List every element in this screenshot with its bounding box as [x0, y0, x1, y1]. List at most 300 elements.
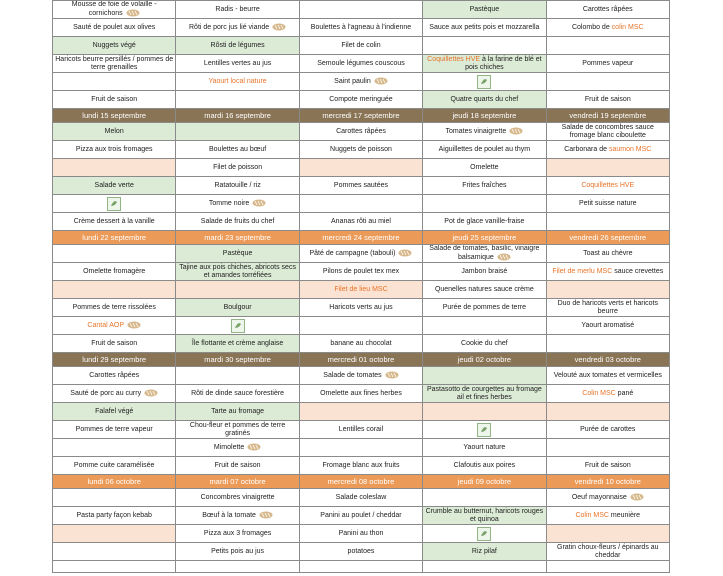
menu-cell [423, 299, 546, 317]
menu-cell [299, 141, 422, 159]
dish-text: Salade de tomates, basilic, vinaigre balsamique [429, 245, 540, 261]
dish-text: Pastèque [222, 249, 253, 257]
menu-cell [299, 421, 422, 439]
day-header: lundi 15 septembre [53, 109, 176, 123]
dish-text: Sauce aux petits pois et mozzarella [429, 23, 540, 31]
menu-cell [176, 561, 299, 573]
bread-icon [252, 199, 266, 207]
dish-text: Yaourt aromatisé [581, 321, 635, 329]
menu-row [53, 91, 670, 109]
bread-icon [509, 127, 523, 135]
dish-text: Boulettes à l'agneau à l'indienne [310, 23, 412, 31]
bread-icon [259, 511, 273, 519]
menu-row [53, 281, 670, 299]
menu-row [53, 177, 670, 195]
label-text: Coquillettes HVE [427, 55, 481, 63]
dish-text: Boulgour [223, 303, 252, 311]
menu-cell [423, 141, 546, 159]
dish-text: Riz pilaf [471, 547, 497, 555]
dish-text: Panini au poulet / cheddar [320, 511, 402, 519]
menu-row [53, 73, 670, 91]
menu-cell [299, 299, 422, 317]
menu-cell [53, 123, 176, 141]
menu-cell [423, 281, 546, 299]
organic-label-icon [107, 197, 121, 211]
day-header: mardi 23 septembre [176, 231, 299, 245]
day-header: mercredi 01 octobre [299, 353, 422, 367]
menu-cell [299, 507, 422, 525]
menu-cell [176, 457, 299, 475]
menu-row [53, 245, 670, 263]
menu-cell [423, 263, 546, 281]
dish-text: Rôsti de légumes [210, 41, 265, 49]
menu-cell [176, 123, 299, 141]
menu-cell [423, 159, 546, 177]
menu-cell [176, 335, 299, 353]
menu-cell [546, 317, 669, 335]
menu-cell [546, 385, 669, 403]
dish-text: Île flottante et crème anglaise [191, 339, 284, 347]
dish-text: Sauté de poulet aux olives [73, 23, 156, 31]
dish-text: Rôti de porc jus lié viande [189, 23, 270, 31]
menu-cell [546, 263, 669, 281]
dish-text: Quatre quarts du chef [450, 95, 519, 103]
dish-text: Carbonara de [564, 145, 609, 153]
menu-cell [299, 159, 422, 177]
organic-label-icon [231, 319, 245, 333]
menu-cell [423, 1, 546, 19]
menu-cell [546, 281, 669, 299]
day-header: vendredi 10 octobre [546, 475, 669, 489]
dish-text: Pâté de campagne (tabouli) [309, 249, 396, 257]
menu-cell [546, 489, 669, 507]
menu-cell [53, 195, 176, 213]
menu-cell [299, 19, 422, 37]
menu-cell [423, 457, 546, 475]
menu-cell [546, 457, 669, 475]
menu-cell [176, 19, 299, 37]
menu-cell [423, 55, 546, 73]
day-header: mardi 16 septembre [176, 109, 299, 123]
menu-row [53, 159, 670, 177]
dish-text: Salade coleslaw [335, 493, 387, 501]
week-header-row [53, 475, 670, 489]
menu-row [53, 507, 670, 525]
dish-text: Petit suisse nature [578, 199, 637, 207]
menu-row [53, 561, 670, 573]
menu-table [52, 0, 670, 573]
dish-text: Haricots verts au jus [329, 303, 393, 311]
menu-cell [53, 421, 176, 439]
menu-row [53, 141, 670, 159]
dish-text: Yaourt nature [463, 443, 506, 451]
dish-text: pané [615, 389, 634, 397]
dish-text: Purée de pommes de terre [442, 303, 526, 311]
dish-text: Carottes râpées [582, 5, 633, 13]
menu-cell [53, 403, 176, 421]
menu-row [53, 299, 670, 317]
dish-text: potatoes [347, 547, 375, 555]
menu-cell [546, 177, 669, 195]
dish-text: Gratin choux-fleurs / épinards au cheddar [557, 543, 659, 559]
menu-cell [53, 439, 176, 457]
dish-text: Lentilles corail [338, 425, 384, 433]
bread-icon [126, 9, 140, 17]
menu-cell [546, 159, 669, 177]
dish-text: Cookie du chef [461, 339, 508, 347]
dish-text: Pastasotto de courgettes au fromage ail et fines herbes [426, 385, 542, 401]
dish-text: Pasta party façon kebab [76, 511, 152, 519]
menu-row [53, 213, 670, 231]
dish-text: Sauté de porc au curry [70, 389, 142, 397]
menu-cell [423, 525, 546, 543]
menu-cell [423, 177, 546, 195]
menu-cell [423, 367, 546, 385]
bread-icon [385, 371, 399, 379]
menu-cell [299, 195, 422, 213]
day-header: vendredi 19 septembre [546, 109, 669, 123]
menu-cell [176, 195, 299, 213]
dish-text: Tajine aux pois chiches, abricots secs et amandes torréfiées [179, 263, 296, 279]
menu-cell [299, 489, 422, 507]
dish-text: Mousse de foie de volaille - cornichons [71, 1, 157, 17]
bread-icon [127, 321, 141, 329]
menu-cell [546, 1, 669, 19]
menu-cell [546, 507, 669, 525]
menu-cell [299, 245, 422, 263]
menu-cell [546, 525, 669, 543]
dish-text: Quenelles natures sauce crème [434, 285, 534, 293]
menu-cell [546, 439, 669, 457]
dish-text: Pot de glace vanille-fraise [444, 217, 525, 225]
menu-cell [299, 367, 422, 385]
dish-text: Radis - beurre [215, 5, 260, 13]
day-header: lundi 22 septembre [53, 231, 176, 245]
dish-text: Toast au chèvre [583, 249, 633, 257]
dish-text: Saint paulin [334, 77, 371, 85]
dish-text: Ratatouille / riz [214, 181, 261, 189]
dish-text: Pizza aux 3 fromages [203, 529, 272, 537]
menu-cell [176, 263, 299, 281]
dish-text: Filet de poisson [213, 163, 263, 171]
menu-cell [299, 263, 422, 281]
menu-cell [299, 73, 422, 91]
menu-cell [546, 245, 669, 263]
dish-text: banane au chocolat [330, 339, 392, 347]
menu-cell [546, 403, 669, 421]
organic-label-icon [477, 75, 491, 89]
menu-cell [53, 91, 176, 109]
dish-text: Omelette aux fines herbes [320, 389, 402, 397]
label-text: Filet de merlu MSC [552, 267, 613, 275]
menu-row [53, 1, 670, 19]
menu-row [53, 19, 670, 37]
dish-text: Tomme noire [208, 199, 250, 207]
day-header: mardi 30 septembre [176, 353, 299, 367]
menu-cell [176, 141, 299, 159]
menu-row [53, 37, 670, 55]
label-text: Yaourt local nature [208, 77, 267, 85]
dish-text: Fruit de saison [91, 339, 138, 347]
menu-cell [546, 195, 669, 213]
menu-cell [176, 421, 299, 439]
dish-text: Pommes sautées [333, 181, 389, 189]
dish-text: Falafel végé [95, 407, 134, 415]
menu-cell [299, 403, 422, 421]
dish-text: Crumble au butternut, haricots rouges et quinoa [425, 507, 544, 523]
menu-cell [299, 1, 422, 19]
dish-text: Fruit de saison [91, 95, 138, 103]
menu-cell [53, 159, 176, 177]
menu-cell [546, 141, 669, 159]
menu-cell [176, 159, 299, 177]
label-text: saumon MSC [608, 145, 652, 153]
menu-cell [53, 561, 176, 573]
dish-text: Concombres vinaigrette [200, 493, 275, 501]
menu-row [53, 317, 670, 335]
menu-cell [423, 489, 546, 507]
menu-cell [53, 543, 176, 561]
dish-text: Fruit de saison [584, 461, 631, 469]
dish-text: Mimolette [213, 443, 245, 451]
dish-text: Ananas rôti au miel [331, 217, 391, 225]
menu-row [53, 55, 670, 73]
menu-cell [423, 123, 546, 141]
menu-row [53, 489, 670, 507]
menu-cell [176, 55, 299, 73]
bread-icon [398, 249, 412, 257]
menu-cell [423, 421, 546, 439]
menu-cell [299, 317, 422, 335]
menu-cell [176, 91, 299, 109]
dish-text: Tarte au fromage [211, 407, 265, 415]
menu-cell [423, 19, 546, 37]
dish-text: Compote meringuée [329, 95, 393, 103]
menu-row [53, 543, 670, 561]
menu-cell [546, 123, 669, 141]
menu-cell [176, 385, 299, 403]
menu-cell [546, 335, 669, 353]
dish-text: Fruit de saison [584, 95, 631, 103]
day-header: lundi 06 octobre [53, 475, 176, 489]
dish-text: Pizza aux trois fromages [75, 145, 153, 153]
organic-label-icon [477, 423, 491, 437]
dish-text: Salade de fruits du chef [200, 217, 275, 225]
menu-row [53, 367, 670, 385]
label-text: Colin MSC [582, 389, 616, 397]
label-text: Colin MSC [575, 511, 609, 519]
menu-cell [176, 37, 299, 55]
menu-cell [53, 507, 176, 525]
menu-cell [53, 1, 176, 19]
dish-text: Tomates vinaigrette [445, 127, 507, 135]
organic-label-icon [477, 527, 491, 541]
menu-cell [423, 439, 546, 457]
menu-row [53, 385, 670, 403]
menu-cell [176, 317, 299, 335]
dish-text: Pommes vapeur [582, 59, 634, 67]
menu-cell [53, 367, 176, 385]
menu-cell [176, 299, 299, 317]
dish-text: meunière [608, 511, 641, 519]
menu-cell [53, 177, 176, 195]
menu-row [53, 335, 670, 353]
menu-row [53, 457, 670, 475]
label-text: Coquillettes HVE [581, 181, 635, 189]
menu-cell [423, 91, 546, 109]
day-header: lundi 29 septembre [53, 353, 176, 367]
bread-icon [374, 77, 388, 85]
menu-cell [53, 385, 176, 403]
menu-cell [53, 263, 176, 281]
menu-cell [176, 177, 299, 195]
menu-cell [423, 385, 546, 403]
dish-text: Nuggets végé [92, 41, 136, 49]
bread-icon [272, 23, 286, 31]
menu-cell [299, 91, 422, 109]
dish-text: Pilons de poulet tex mex [322, 267, 400, 275]
menu-cell [299, 281, 422, 299]
day-header: vendredi 03 octobre [546, 353, 669, 367]
dish-text: Carottes râpées [89, 371, 140, 379]
dish-text: Bœuf à la tomate [202, 511, 256, 519]
dish-text: Fruit de saison [214, 461, 261, 469]
dish-text: Rôti de dinde sauce forestière [191, 389, 285, 397]
label-text: colin MSC [611, 23, 644, 31]
menu-cell [53, 73, 176, 91]
menu-cell [176, 525, 299, 543]
bread-icon [497, 253, 511, 261]
dish-text: Carottes râpées [336, 127, 386, 135]
menu-cell [53, 141, 176, 159]
menu-cell [423, 213, 546, 231]
menu-cell [423, 73, 546, 91]
menu-cell [423, 317, 546, 335]
day-header: mercredi 17 septembre [299, 109, 422, 123]
menu-cell [176, 403, 299, 421]
menu-cell [176, 245, 299, 263]
dish-text: Salade verte [94, 181, 134, 189]
menu-cell [546, 73, 669, 91]
menu-cell [299, 55, 422, 73]
dish-text: Colombo de [571, 23, 612, 31]
menu-cell [299, 457, 422, 475]
menu-cell [299, 213, 422, 231]
menu-cell [53, 299, 176, 317]
menu-cell [53, 213, 176, 231]
menu-cell [176, 543, 299, 561]
menu-cell [176, 489, 299, 507]
menu-cell [299, 439, 422, 457]
menu-cell [423, 403, 546, 421]
bread-icon [630, 493, 644, 501]
menu-cell [176, 439, 299, 457]
dish-text: Boulettes au bœuf [208, 145, 267, 153]
menu-cell [176, 1, 299, 19]
dish-text: Salade de concombres sauce fromage blanc ciboulette [561, 123, 654, 139]
menu-cell [546, 561, 669, 573]
dish-text: Jambon braisé [461, 267, 508, 275]
dish-text: Duo de haricots verts et haricots beurre [557, 299, 658, 315]
menu-cell [546, 543, 669, 561]
menu-cell [176, 281, 299, 299]
menu-cell [546, 421, 669, 439]
menu-cell [299, 385, 422, 403]
dish-text: Petits pois au jus [211, 547, 265, 555]
dish-text: Salade de tomates [323, 371, 382, 379]
menu-cell [176, 213, 299, 231]
dish-text: Frites fraîches [462, 181, 507, 189]
menu-cell [546, 91, 669, 109]
menu-cell [423, 507, 546, 525]
menu-cell [299, 335, 422, 353]
menu-cell [53, 19, 176, 37]
menu-cell [423, 543, 546, 561]
menu-cell [299, 177, 422, 195]
menu-cell [546, 19, 669, 37]
menu-cell [423, 561, 546, 573]
week-header-row [53, 231, 670, 245]
day-header: jeudi 09 octobre [423, 475, 546, 489]
menu-cell [423, 195, 546, 213]
dish-text: Melon [104, 127, 124, 135]
dish-text: Lentilles vertes au jus [203, 59, 272, 67]
day-header: jeudi 25 septembre [423, 231, 546, 245]
bread-icon [247, 443, 261, 451]
dish-text: Nuggets de poisson [330, 145, 392, 153]
dish-text: Fromage blanc aux fruits [322, 461, 400, 469]
day-header: mercredi 08 octobre [299, 475, 422, 489]
menu-row [53, 123, 670, 141]
menu-cell [299, 561, 422, 573]
menu-row [53, 195, 670, 213]
dish-text: Purée de carottes [580, 425, 636, 433]
menu-cell [546, 213, 669, 231]
menu-cell [423, 335, 546, 353]
dish-text: Pommes de terre rissolées [72, 303, 156, 311]
dish-text: Crème dessert à la vanille [73, 217, 155, 225]
menu-cell [299, 37, 422, 55]
bread-icon [144, 389, 158, 397]
dish-text: Oeuf mayonnaise [571, 493, 627, 501]
menu-cell [423, 245, 546, 263]
menu-cell [423, 37, 546, 55]
menu-cell [546, 367, 669, 385]
menu-cell [53, 457, 176, 475]
menu-row [53, 421, 670, 439]
day-header: jeudi 02 octobre [423, 353, 546, 367]
menu-cell [53, 525, 176, 543]
week-header-row [53, 353, 670, 367]
dish-text: à la farine de blé et pois chiches [465, 55, 542, 71]
day-header: mercredi 24 septembre [299, 231, 422, 245]
menu-cell [53, 37, 176, 55]
menu-cell [53, 317, 176, 335]
dish-text: Semoule légumes couscous [317, 59, 405, 67]
dish-text: Chou-fleur et pommes de terre gratinés [189, 421, 286, 437]
dish-text: Velouté aux tomates et vermicelles [553, 371, 662, 379]
menu-cell [299, 543, 422, 561]
menu-cell [53, 281, 176, 299]
dish-text: Haricots beurre persillés / pommes de terre grenailles [55, 55, 174, 71]
menu-cell [176, 507, 299, 525]
dish-text: Pastèque [469, 5, 500, 13]
menu-row [53, 263, 670, 281]
week-header-row [53, 109, 670, 123]
menu-cell [546, 55, 669, 73]
menu-cell [176, 367, 299, 385]
menu-cell [546, 299, 669, 317]
